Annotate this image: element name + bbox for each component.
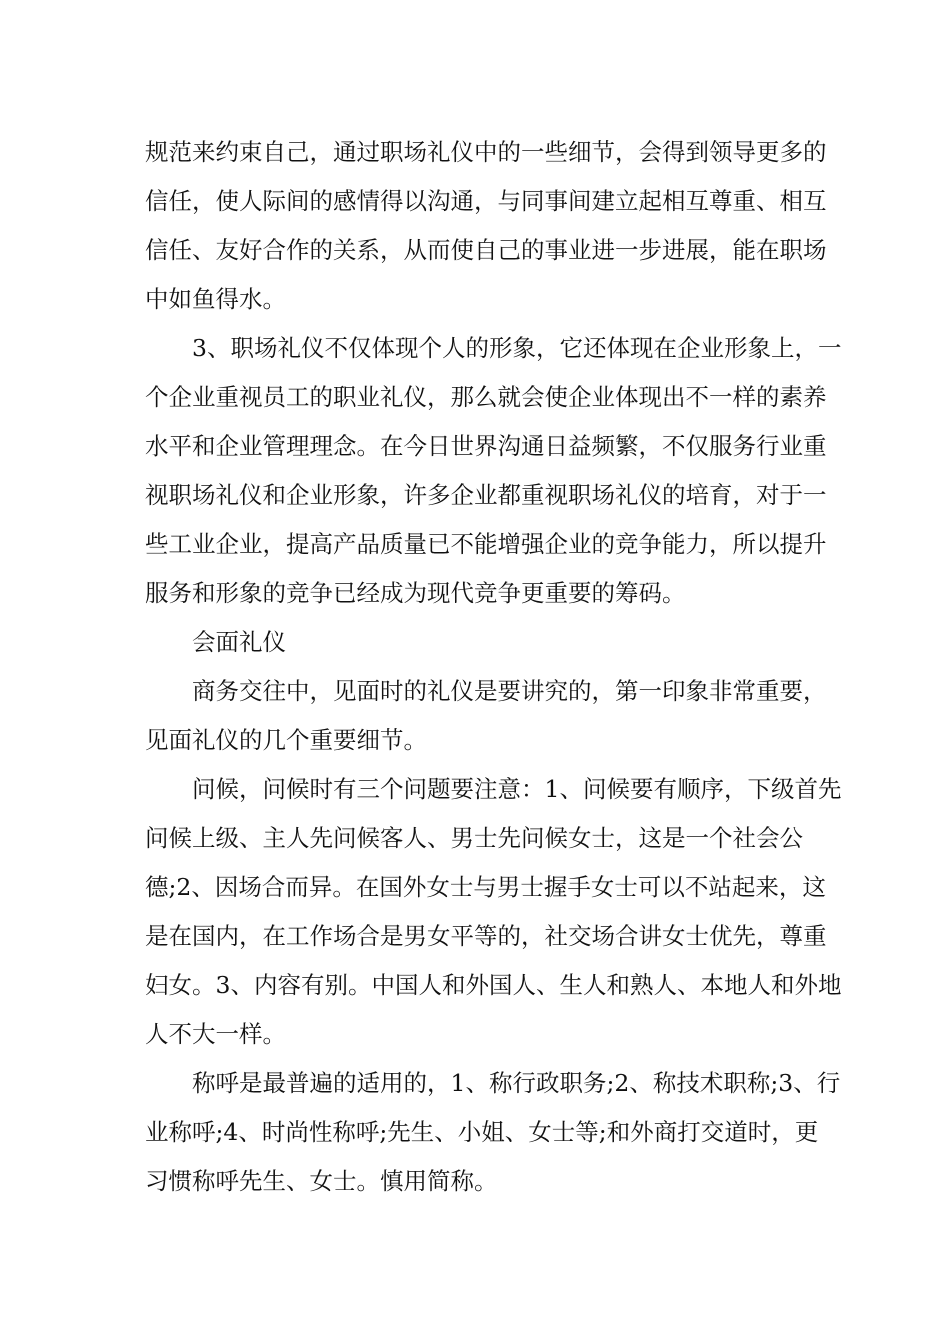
text-line: 信任，使人际间的感情得以沟通，与同事间建立起相互尊重、相互 [145,187,827,215]
text-line: 人不大一样。 [145,1020,286,1048]
text-line: 水平和企业管理理念。在今日世界沟通日益频繁，不仅服务行业重 [145,432,827,460]
paragraph-forms-of-address [145,1059,841,1206]
text-line: 见面礼仪的几个重要细节。 [145,726,427,754]
paragraph-greeting [145,765,842,1059]
text-line: 称呼是最普遍的适用的，1、称行政职务;2、称技术职称;3、行 [192,1069,841,1097]
text-line: 问候，问候时有三个问题要注意：1、问候要有顺序，下级首先 [192,775,842,803]
text-line: 信任、友好合作的关系，从而使自己的事业进一步进展，能在职场 [145,236,827,264]
document-body [145,128,842,1206]
text-line: 问候上级、主人先问候客人、男士先问候女士，这是一个社会公 [145,824,803,852]
paragraph-first-impression [145,667,827,765]
text-line: 是在国内，在工作场合是男女平等的，社交场合讲女士优先，尊重 [145,922,827,950]
text-line: 妇女。3、内容有别。中国人和外国人、生人和熟人、本地人和外地 [145,971,842,999]
text-line: 德;2、因场合而异。在国外女士与男士握手女士可以不站起来，这 [145,873,826,901]
paragraph-point-3 [145,324,842,618]
text-line: 规范来约束自己，通过职场礼仪中的一些细节，会得到领导更多的 [145,138,827,166]
text-line: 中如鱼得水。 [145,285,286,313]
text-line: 3、职场礼仪不仅体现个人的形象，它还体现在企业形象上，一 [192,334,842,362]
text-line: 服务和形象的竞争已经成为现代竞争更重要的筹码。 [145,579,686,607]
text-line: 商务交往中，见面时的礼仪是要讲究的，第一印象非常重要， [192,677,827,705]
section-heading-meeting-etiquette [145,618,810,667]
text-line: 习惯称呼先生、女士。慎用简称。 [145,1167,498,1195]
section-heading: 会面礼仪 [192,628,286,656]
text-line: 些工业企业，提高产品质量已不能增强企业的竞争能力，所以提升 [145,530,827,558]
text-line: 视职场礼仪和企业形象，许多企业都重视职场礼仪的培育，对于一 [145,481,827,509]
paragraph-continuation [145,128,827,324]
text-line: 业称呼;4、时尚性称呼;先生、小姐、女士等;和外商打交道时，更 [145,1118,819,1146]
text-line: 个企业重视员工的职业礼仪，那么就会使企业体现出不一样的素养 [145,383,827,411]
